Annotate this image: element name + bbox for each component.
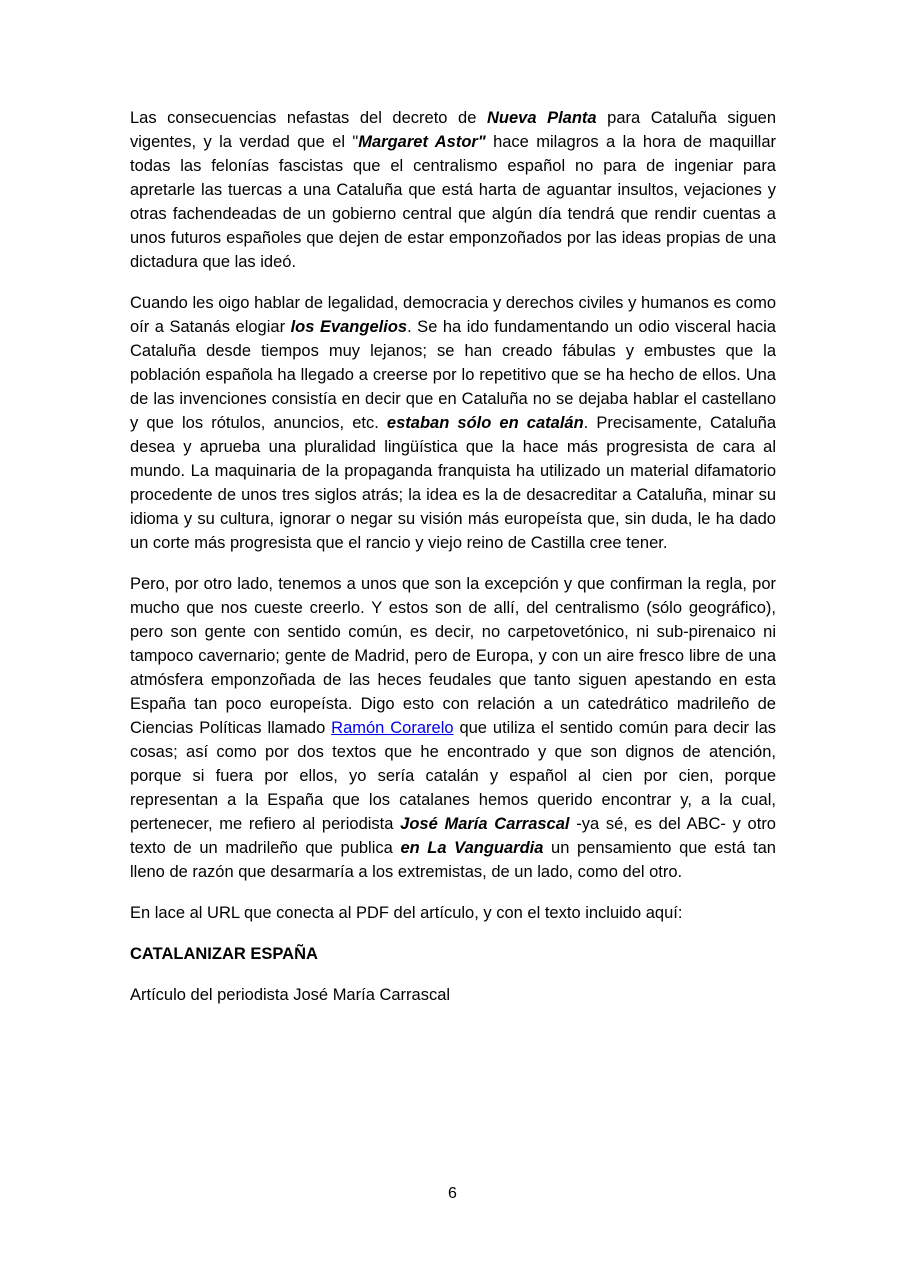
section-heading [130, 942, 776, 966]
text-segment: Las consecuencias nefastas del decreto de [130, 109, 487, 127]
paragraph [130, 291, 776, 555]
text-segment: hace milagros a la hora de maquillar todas las felonías fascistas que el centralismo español no para de ingeniar para apretarle las tuercas a una Cataluña que está harta de aguantar insultos, vejaciones y otras fachendeadas de un gobierno central que algún día tendrá que rendir cuentas a unos futuros españoles que dejen de estar emponzoñados por las ideas propias de una dictadura que las ideó. [130, 133, 776, 271]
paragraph [130, 572, 776, 884]
text-segment: estaban sólo en catalán [386, 414, 584, 432]
text-segment: Margaret Astor" [358, 133, 486, 151]
text-segment: Nueva Planta [486, 109, 597, 127]
paragraph [130, 106, 776, 274]
paragraph [130, 983, 776, 1007]
text-segment: José María Carrascal [400, 815, 570, 833]
paragraph [130, 901, 776, 925]
text-segment: para Cataluña siguen vigentes, y la verdad que el " [130, 109, 777, 151]
text-segment: CATALANIZAR ESPAÑA [130, 945, 318, 963]
text-segment: un pensamiento que está tan lleno de razón que desarmaría a los extremistas, de un lado, como del otro. [130, 839, 776, 881]
text-segment: . Se ha ido fundamentando un odio visceral hacia Cataluña desde tiempos muy lejanos; se han creado fábulas y embustes que la población española ha llegado a creerse por lo repetitivo que se ha hecho de ellos. Una de las invenciones consistía en decir que en Cataluña no se dejaba hablar el castellano y que los rótulos, anuncios, etc. [130, 318, 776, 432]
text-segment: Pero, por otro lado, tenemos a unos que son la excepción y que confirman la regla, por mucho que nos cueste creerlo. Y estos son de allí, del centralismo (sólo geográfico), pero son gente con sentido común, es decir, no carpetovetónico, ni sub-pirenaico ni tampoco cavernario; gente de Madrid, pero de Europa, y con un aire fresco libre de una atmósfera emponzoñada de las heces feudales que tanto siguen apestando en esta España tan poco europeísta. Digo esto con relación a un catedrático madrileño de Ciencias Políticas llamado [130, 575, 776, 737]
inline-link[interactable]: Ramón Corarelo [331, 719, 454, 737]
text-segment: En lace al URL que conecta al PDF del artículo, y con el texto incluido aquí: [130, 904, 683, 922]
text-segment: -ya sé, es del ABC- y otro texto de un madrileño que publica [130, 815, 776, 857]
text-segment: en La Vanguardia [400, 839, 544, 857]
text-segment: que utiliza el sentido común para decir las cosas; así como por dos textos que he encontrado y que son dignos de atención, porque si fuera por ellos, yo sería catalán y español al cien por cien, porque representan a la España que los catalanes hemos querido encontrar y, a la cual, pertenecer, me refiero al periodista [130, 719, 777, 833]
text-segment: Artículo del periodista José María Carrascal [130, 986, 451, 1004]
page-number: 6 [448, 1185, 457, 1202]
text-segment: los Evangelios [290, 318, 408, 336]
text-segment: Cuando les oigo hablar de legalidad, democracia y derechos civiles y humanos es como oír a Satanás elogiar [130, 294, 776, 336]
document-content [130, 106, 776, 1024]
text-segment: . Precisamente, Cataluña desea y aprueba una pluralidad lingüística que la hace más progresista de cara al mundo. La maquinaria de la propaganda franquista ha utilizado un material difamatorio procedente de unos tres siglos atrás; la idea es la de desacreditar a Cataluña, minar su idioma y su cultura, ignorar o negar su visión más europeísta que, sin duda, le ha dado un corte más progresista que el rancio y viejo reino de Castilla cree tener. [130, 414, 776, 552]
